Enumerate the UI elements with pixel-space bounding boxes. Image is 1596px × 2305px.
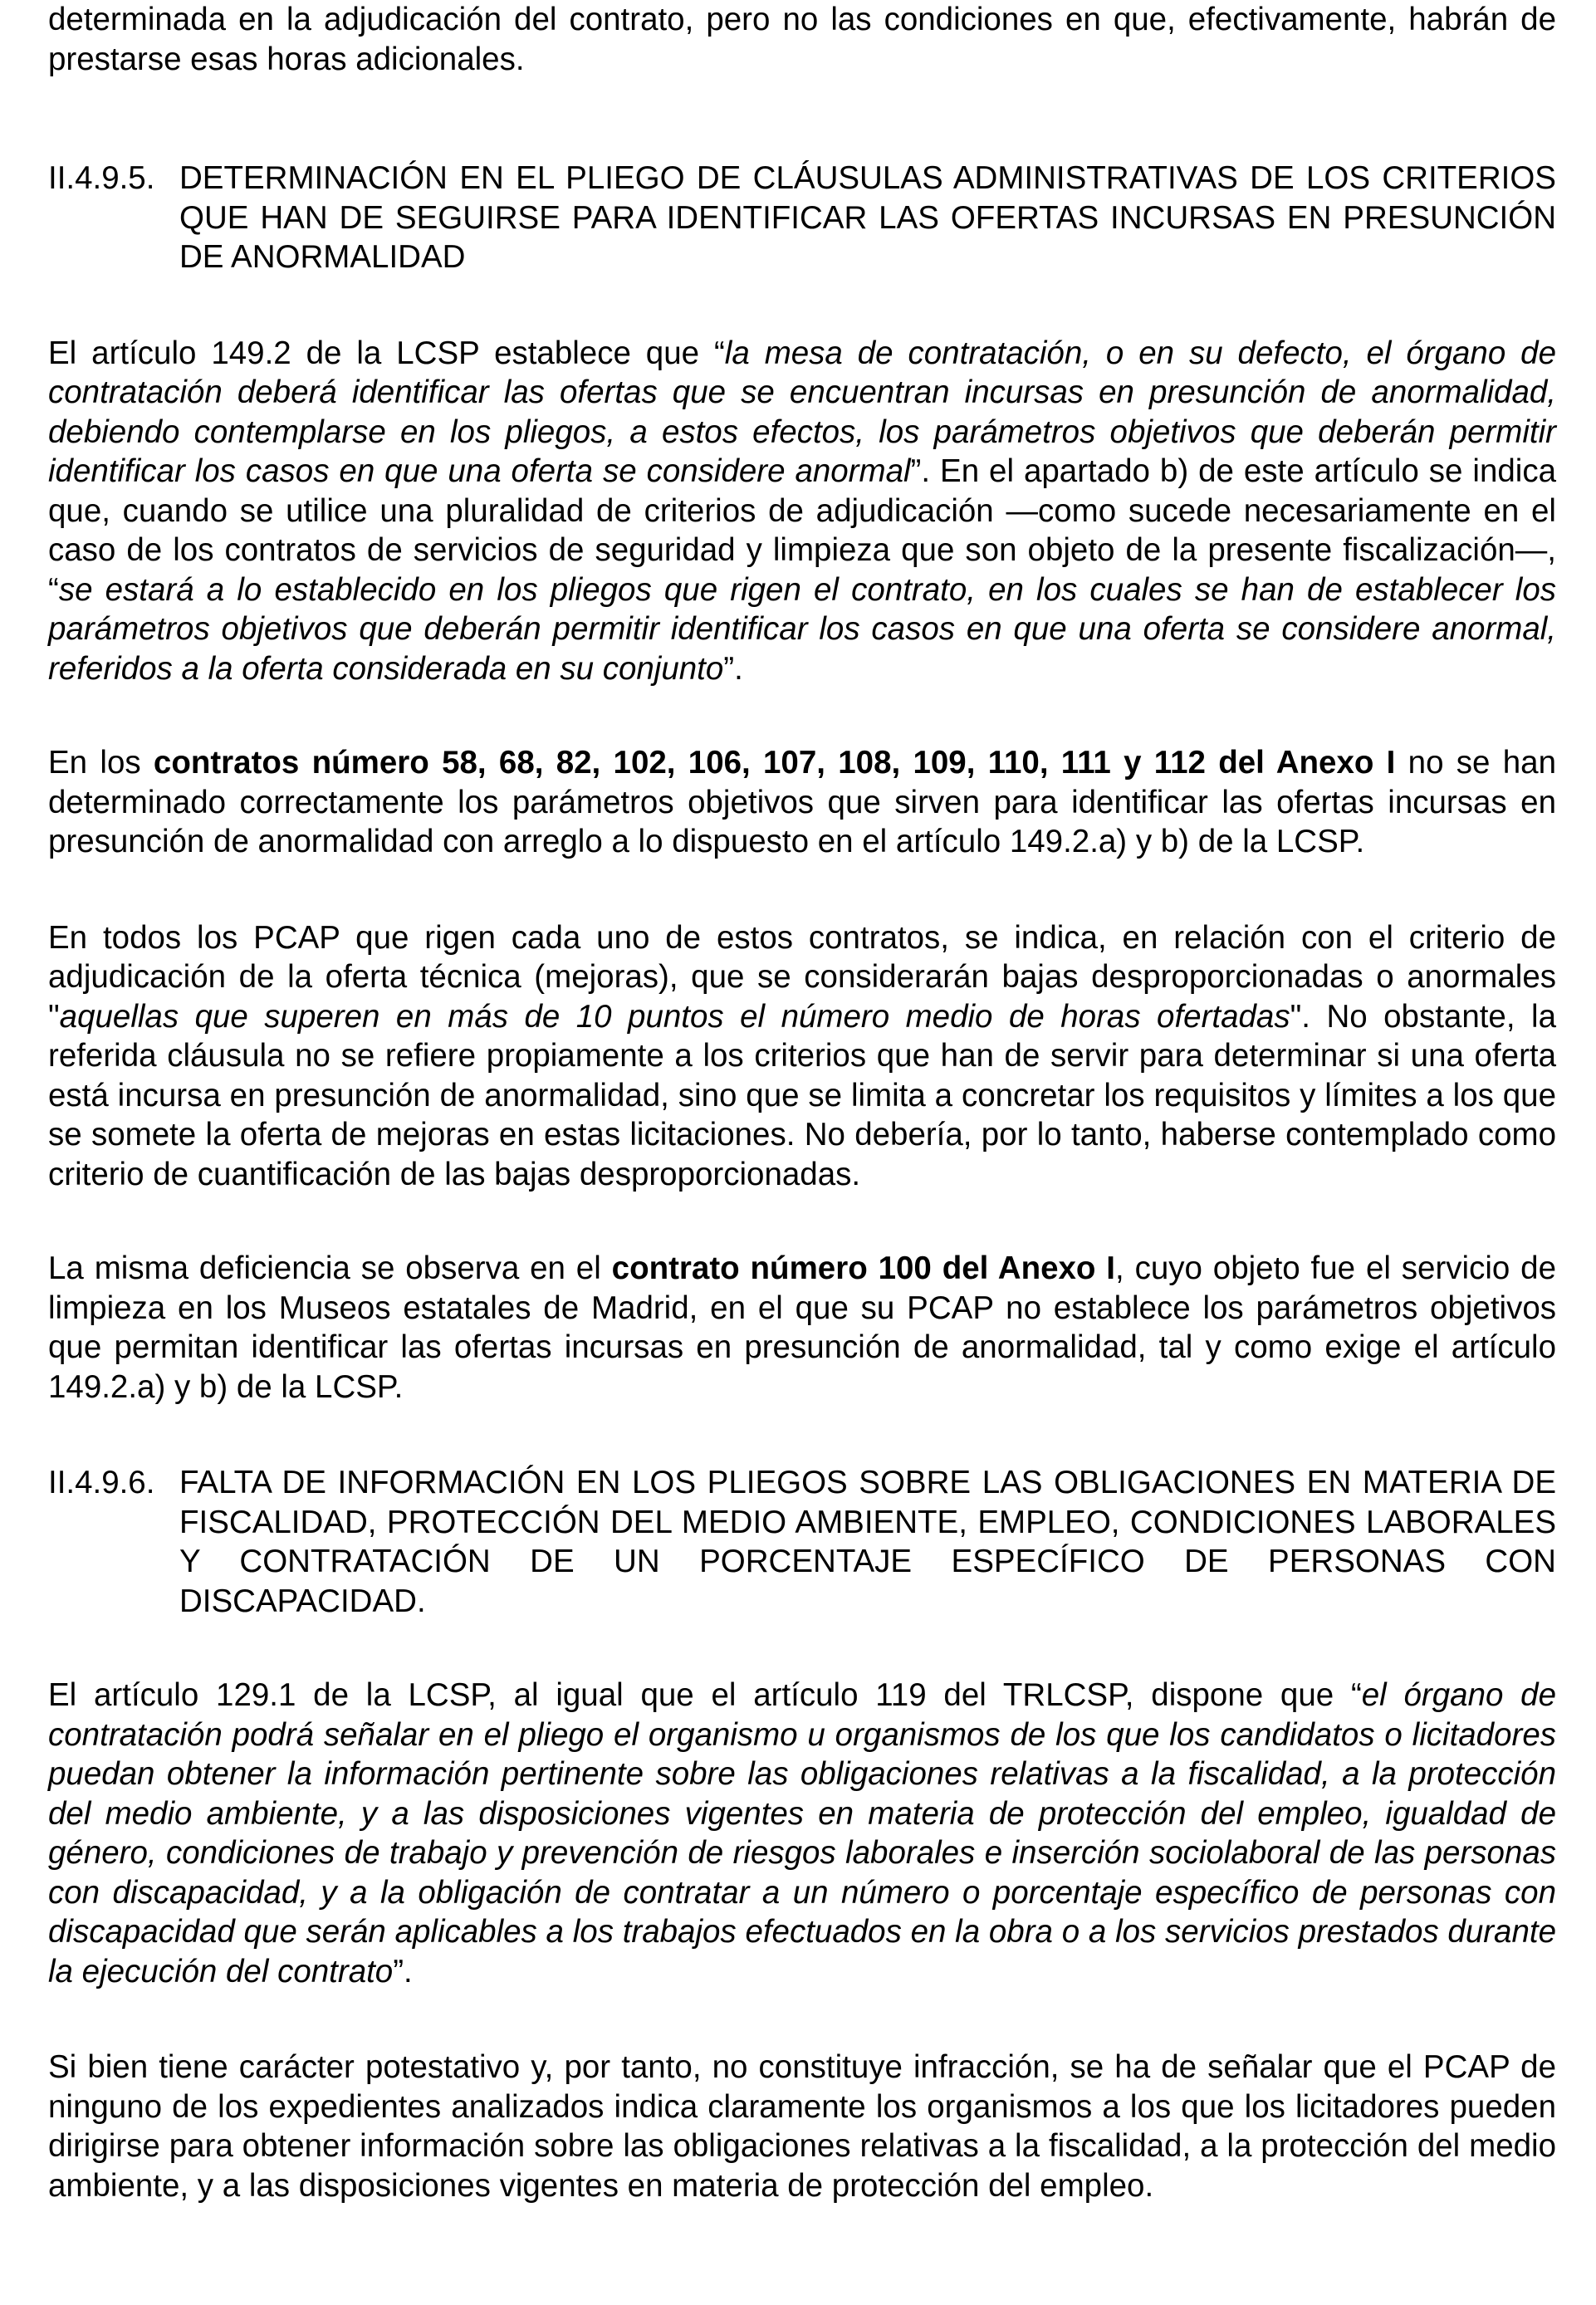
section-heading-ii-4-9-6 [48,1463,1556,1621]
section-title: FALTA DE INFORMACIÓN EN LOS PLIEGOS SOBRE LAS OBLIGACIONES EN MATERIA DE FISCALIDAD, PROTECCIÓN DEL MEDIO AMBIENTE, EMPLEO, CONDICIONES LABORALES Y CONTRATACIÓN DE UN PORCENTAJE ESPECÍFICO DE PERSONAS CON DISCAPACIDAD. [179,1465,1556,1619]
section-number: II.4.9.6. [48,1465,155,1500]
quote-italic: aquellas que superen en más de 10 puntos el número medio de horas ofertadas [59,998,1290,1035]
paragraph-contracts-list: En los contratos número 58, 68, 82, 102, 106, 107, 108, 109, 110, 111 y 112 del Anexo I no se han determinado correctamente los parámetros objetivos que sirven para identificar las ofertas incursas en presunción de anormalidad con arreglo a lo dispuesto en el artículo 149.2.a) y b) de la LCSP. [48,745,1556,859]
section-title: DETERMINACIÓN EN EL PLIEGO DE CLÁUSULAS ADMINISTRATIVAS DE LOS CRITERIOS QUE HAN DE SEGUIRSE PARA IDENTIFICAR LAS OFERTAS INCURSAS EN PRESUNCIÓN DE ANORMALIDAD [179,160,1556,275]
quote-italic: la mesa de contratación, o en su defecto, el órgano de contratación deberá identificar las ofertas que se encuentran incursas en presunción de anormalidad, debiendo contemplarse en los pliegos, a estos efectos, los parámetros objetivos que deberán permitir identificar los casos en que una oferta se considere anormal [48,335,1557,489]
document-page [48,0,1556,2205]
quote-italic: se estará a lo establecido en los pliegos que rigen el contrato, en los cuales se han de establecer los parámetros objetivos que deberán permitir identificar los casos en que una oferta se considere anormal, referidos a la oferta considerada en su conjunto [48,571,1556,687]
paragraph-conclusion: Si bien tiene carácter potestativo y, por tanto, no constituye infracción, se ha de señalar que el PCAP de ninguno de los expedientes analizados indica claramente los organismos a los que los licitadores pueden dirigirse para obtener información sobre las obligaciones relativas a la fiscalidad, a la protección del medio ambiente, y a las disposiciones vigentes en materia de protección del empleo. [48,2049,1556,2204]
quote-italic: el órgano de contratación podrá señalar en el pliego el organismo u organismos de los que los candidatos o licitadores puedan obtener la información pertinente sobre las obligaciones relativas a la fiscalidad, a la protección del medio ambiente, y a las disposiciones vigentes en materia de protección del empleo, igualdad de género, condiciones de trabajo y prevención de riesgos laborales e inserción sociolaboral de las personas con discapacidad, y a la obligación de contratar a un número o porcentaje específico de personas con discapacidad que serán aplicables a los trabajos efectuados en la obra o a los servicios prestados durante la ejecución del contrato [48,1677,1556,1989]
section-heading-ii-4-9-5 [48,159,1556,277]
paragraph-contract-100: La misma deficiencia se observa en el contrato número 100 del Anexo I, cuyo objeto fue el servicio de limpieza en los Museos estatales de Madrid, en el que su PCAP no establece los parámetros objetivos que permitan identificar las ofertas incursas en presunción de anormalidad, tal y como exige el artículo 149.2.a) y b) de la LCSP. [48,1250,1556,1405]
paragraph-continuation: determinada en la adjudicación del contrato, pero no las condiciones en que, efectivamente, habrán de prestarse esas horas adicionales. [48,2,1556,77]
paragraph-article-149: El artículo 149.2 de la LCSP establece que “la mesa de contratación, o en su defecto, el órgano de contratación deberá identificar las ofertas que se encuentran incursas en presunción de anormalidad, debiendo contemplarse en los pliegos, a estos efectos, los parámetros objetivos que deberán permitir identificar los casos en que una oferta se considere anormal”. En el apartado b) de este artículo se indica que, cuando se utilice una pluralidad de criterios de adjudicación —como sucede necesariamente en el caso de los contratos de servicios de seguridad y limpieza que son objeto de la presente fiscalización—, “se estará a lo establecido en los pliegos que rigen el contrato, en los cuales se han de establecer los parámetros objetivos que deberán permitir identificar los casos en que una oferta se considere anormal, referidos a la oferta considerada en su conjunto”. [48,335,1557,687]
contract-bold: contrato número 100 del Anexo I [611,1250,1116,1286]
paragraph-article-129: El artículo 129.1 de la LCSP, al igual que el artículo 119 del TRLCSP, dispone que “el órgano de contratación podrá señalar en el pliego el organismo u organismos de los que los candidatos o licitadores puedan obtener la información pertinente sobre las obligaciones relativas a la fiscalidad, a la protección del medio ambiente, y a las disposiciones vigentes en materia de protección del empleo, igualdad de género, condiciones de trabajo y prevención de riesgos laborales e inserción sociolaboral de las personas con discapacidad, y a la obligación de contratar a un número o porcentaje específico de personas con discapacidad que serán aplicables a los trabajos efectuados en la obra o a los servicios prestados durante la ejecución del contrato”. [48,1677,1556,1989]
contracts-bold: contratos número 58, 68, 82, 102, 106, 107, 108, 109, 110, 111 y 112 del Anexo I [153,745,1396,781]
section-number: II.4.9.5. [48,160,155,196]
paragraph-pcap: En todos los PCAP que rigen cada uno de estos contratos, se indica, en relación con el criterio de adjudicación de la oferta técnica (mejoras), que se considerarán bajas desproporcionadas o anormales "aquellas que superen en más de 10 puntos el número medio de horas ofertadas". No obstante, la referida cláusula no se refiere propiamente a los criterios que han de servir para determinar si una oferta está incursa en presunción de anormalidad, sino que se limita a concretar los requisitos y límites a los que se somete la oferta de mejoras en estas licitaciones. No debería, por lo tanto, haberse contemplado como criterio de cuantificación de las bajas desproporcionadas. [48,919,1556,1192]
